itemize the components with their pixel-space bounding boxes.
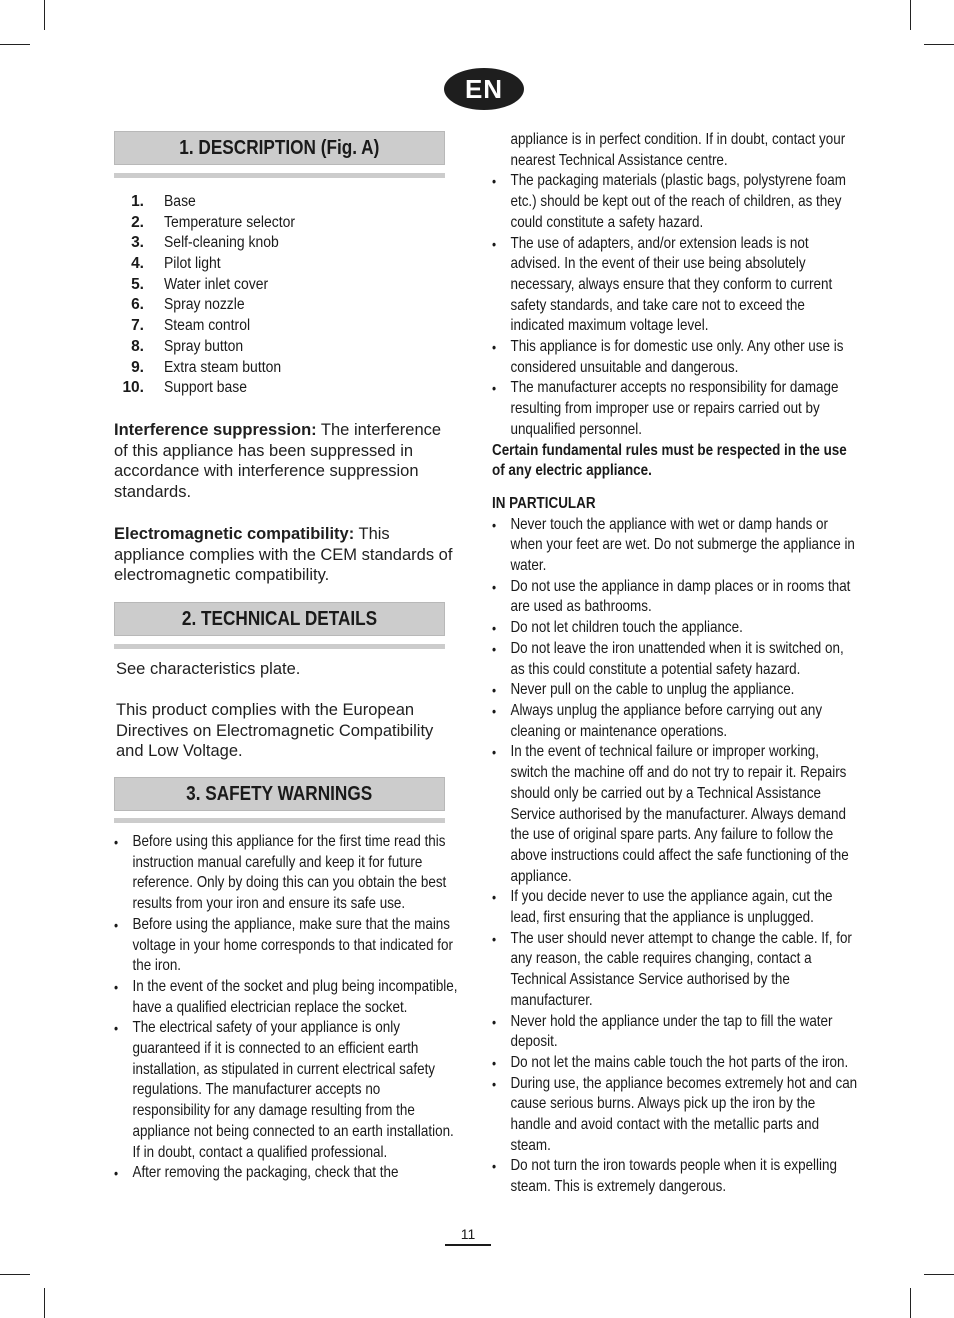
description-item [114, 378, 454, 399]
bullet-item: • During use, the appliance becomes extremely hot and can cause serious burns. Always pick up the iron by the handle and avoid contact with the metallic parts and steam. [492, 1074, 858, 1157]
bullet-item: • Before using this appliance for the first time read this instruction manual carefully and keep it for future reference. Only by doing this can you obtain the best results from your iron and ensure its safe use. [114, 832, 458, 915]
bullet-item: • If you decide never to use the appliance again, cut the lead, first ensuring that the appliance is unplugged. [492, 887, 858, 928]
description-item-label: Temperature selector [164, 213, 296, 231]
bullet-item: • Do not leave the iron unattended when it is switched on, as this could constitute a potential safety hazard. [492, 639, 858, 680]
section-title: 1. DESCRIPTION (Fig. A) [179, 136, 380, 159]
description-item-number: 6. [131, 296, 144, 314]
interference-paragraph [114, 420, 454, 503]
bullet-item: • In the event of technical failure or improper working, switch the machine off and do not try to repair it. Repairs should only be carried out by a Technical Assistance Service authorised by the manufacturer. Always demand the use of original spare parts. Any failure to follow the above instructions could affect the safe functioning of the appliance. [492, 742, 858, 887]
technical-para-1: See characteristics plate. [116, 660, 301, 678]
bullet-item: • The electrical safety of your appliance is only guaranteed if it is connected to an efficient earth installation, as stipulated in current electrical safety regulations. The manufacturer accepts no responsibility for any damage resulting from the appliance not being connected to an earth installation. If in doubt, contact a qualified professional. [114, 1018, 458, 1163]
bullet-item: • Do not turn the iron towards people when it is expelling steam. This is extremely dangerous. [492, 1156, 858, 1197]
fundamental-rules-note: Certain fundamental rules must be respected in the use of any electric appliance. [492, 441, 847, 480]
heading-underbar [114, 644, 445, 649]
description-item-number: 9. [131, 358, 144, 376]
right-column [492, 130, 858, 1198]
language-badge: EN [444, 68, 524, 110]
bullet-item: • Always unplug the appliance before carrying out any cleaning or maintenance operations. [492, 701, 858, 742]
bullet-item: • In the event of the socket and plug being incompatible, have a qualified electrician replace the socket. [114, 977, 458, 1018]
description-item [114, 295, 454, 316]
description-item-label: Water inlet cover [164, 275, 269, 293]
description-item-number: 1. [131, 193, 144, 210]
safety-bullets-left [114, 832, 458, 1184]
bullet-item: • The use of adapters, and/or extension leads is not advised. In the event of their use being absolutely necessary, always ensure that they conform to current safety standards, and take care not to exceed the indicated maximum voltage level. [492, 234, 858, 338]
description-item-label: Spray button [164, 337, 244, 355]
description-item [114, 192, 454, 213]
bullet-item: • Never pull on the cable to unplug the appliance. [492, 680, 858, 701]
description-item-label: Self-cleaning knob [164, 234, 279, 252]
bullet-item: • Before using the appliance, make sure that the mains voltage in your home corresponds to that indicated for the iron. [114, 915, 458, 977]
description-item-number: 2. [131, 213, 144, 231]
crop-mark [924, 44, 954, 45]
description-item-label: Spray nozzle [164, 296, 245, 314]
bullet-item: • The packaging materials (plastic bags, polystyrene foam etc.) should be kept out of the reach of children, as they could constitute a safety hazard. [492, 171, 858, 233]
heading-underbar [114, 173, 445, 178]
section-title: 2. TECHNICAL DETAILS [181, 607, 378, 630]
section-heading-description [114, 131, 445, 165]
emc-paragraph [114, 524, 454, 586]
bullet-item: • After removing the packaging, check that the [114, 1163, 458, 1184]
bullet-item: • The manufacturer accepts no responsibility for damage resulting from improper use or repairs carried out by unqualified personnel. [492, 378, 858, 440]
crop-mark [0, 1274, 30, 1275]
crop-mark [910, 1288, 911, 1318]
description-item-label: Support base [164, 379, 247, 397]
description-item [114, 275, 454, 296]
description-item [114, 316, 454, 337]
crop-mark [910, 0, 911, 30]
description-parts-list [114, 192, 454, 399]
crop-mark [44, 1288, 45, 1318]
bullet-item: • Do not let the mains cable touch the hot parts of the iron. [492, 1053, 858, 1074]
description-item-number: 4. [131, 255, 144, 273]
description-item [114, 233, 454, 254]
page-number: 11 [445, 1226, 491, 1246]
emc-label: Electromagnetic compatibility: [114, 525, 355, 543]
description-item [114, 254, 454, 275]
description-item-number: 10. [122, 379, 144, 397]
bullet-item: • Do not use the appliance in damp places or in rooms that are used as bathrooms. [492, 577, 858, 618]
description-item-label: Base [164, 193, 196, 210]
crop-mark [44, 0, 45, 30]
bullet-item: • Do not let children touch the appliance. [492, 618, 858, 639]
description-item [114, 213, 454, 234]
safety-bullets-right-2 [492, 515, 858, 1198]
interference-text: The interference of this appliance has been suppressed in accordance with interference suppression standards. [114, 421, 442, 502]
description-item-number: 8. [131, 337, 144, 355]
bullet-item: • Never touch the appliance with wet or damp hands or when your feet are wet. Do not submerge the appliance in water. [492, 515, 858, 577]
in-particular-title: IN PARTICULAR [492, 494, 596, 512]
description-item [114, 337, 454, 358]
technical-para-2: This product complies with the European Directives on Electromagnetic Compatibility and Low Voltage. [116, 701, 434, 761]
description-item-number: 5. [131, 275, 144, 293]
description-item [114, 358, 454, 379]
interference-label: Interference suppression: [114, 421, 317, 439]
heading-underbar [114, 818, 445, 823]
description-item-label: Pilot light [164, 255, 221, 273]
description-item-number: 3. [131, 234, 144, 252]
crop-mark [0, 44, 30, 45]
description-item-number: 7. [131, 317, 144, 335]
section-title: 3. SAFETY WARNINGS [186, 782, 373, 805]
safety-bullets-right-1 [492, 171, 858, 440]
description-item-label: Extra steam button [164, 358, 282, 376]
emc-text: This appliance complies with the CEM standards of electromagnetic compatibility. [114, 525, 453, 585]
bullet-item: • The user should never attempt to change the cable. If, for any reason, the cable requires changing, contact a Technical Assistance Service authorised by the manufacturer. [492, 929, 858, 1012]
section-heading-technical [114, 602, 445, 636]
bullet-item: • Never hold the appliance under the tap to fill the water deposit. [492, 1012, 858, 1053]
crop-mark [924, 1274, 954, 1275]
bullet-item: • This appliance is for domestic use only. Any other use is considered unsuitable and dangerous. [492, 337, 858, 378]
section-heading-safety [114, 777, 445, 811]
description-item-label: Steam control [164, 317, 251, 335]
continued-text: appliance is in perfect condition. If in doubt, contact your nearest Technical Assistance centre. [510, 131, 846, 169]
